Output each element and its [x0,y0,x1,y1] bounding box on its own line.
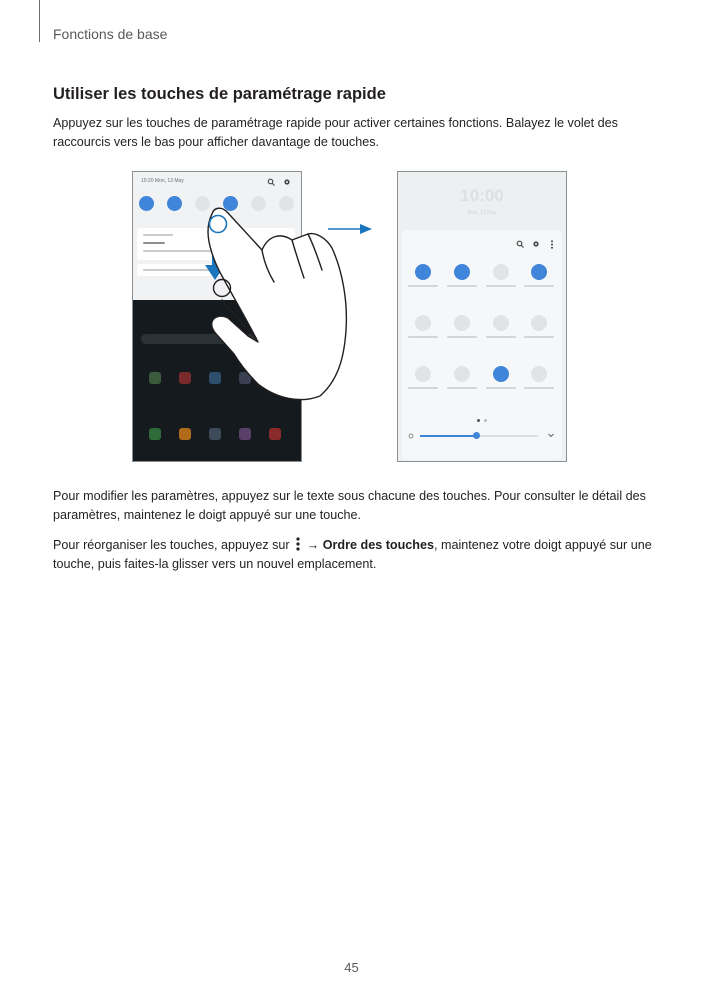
arrow-right-icon [328,224,372,234]
para3-text-before: Pour réorganiser les touches, appuyez sur [53,538,290,552]
intro-paragraph: Appuyez sur les touches de paramétrage rapide pour activer certaines fonctions. Balayez le volet des raccourcis vers le bas pour afficher davantage de touches. [53,116,618,149]
paragraph-reorder-keys [53,536,653,574]
para3-text-after: , maintenez votre doigt appuyé sur une touche, puis faites-la glisser vers un nouvel emplacement. [53,538,652,571]
panel-date: Mon, 13 May [467,210,497,216]
panel-clock: 10:00 [460,186,504,205]
paragraph-modify-settings: Pour modifier les paramètres, appuyez sur le texte sous chacune des touches. Pour consulter le détail des paramètres, maintenez le doigt appuyé sur une touche. [53,489,646,522]
arrow-glyph: → [306,538,320,552]
page-number: 45 [344,960,359,975]
menu-option-name: Ordre des touches [322,538,434,552]
section-title: Fonctions de base [53,26,168,42]
page-heading: Utiliser les touches de paramétrage rapide [53,85,386,103]
more-options-icon [295,537,301,551]
status-bar-text: 10:20 Mon, 13 May [141,178,184,184]
hand-swipe-icon [208,208,346,399]
